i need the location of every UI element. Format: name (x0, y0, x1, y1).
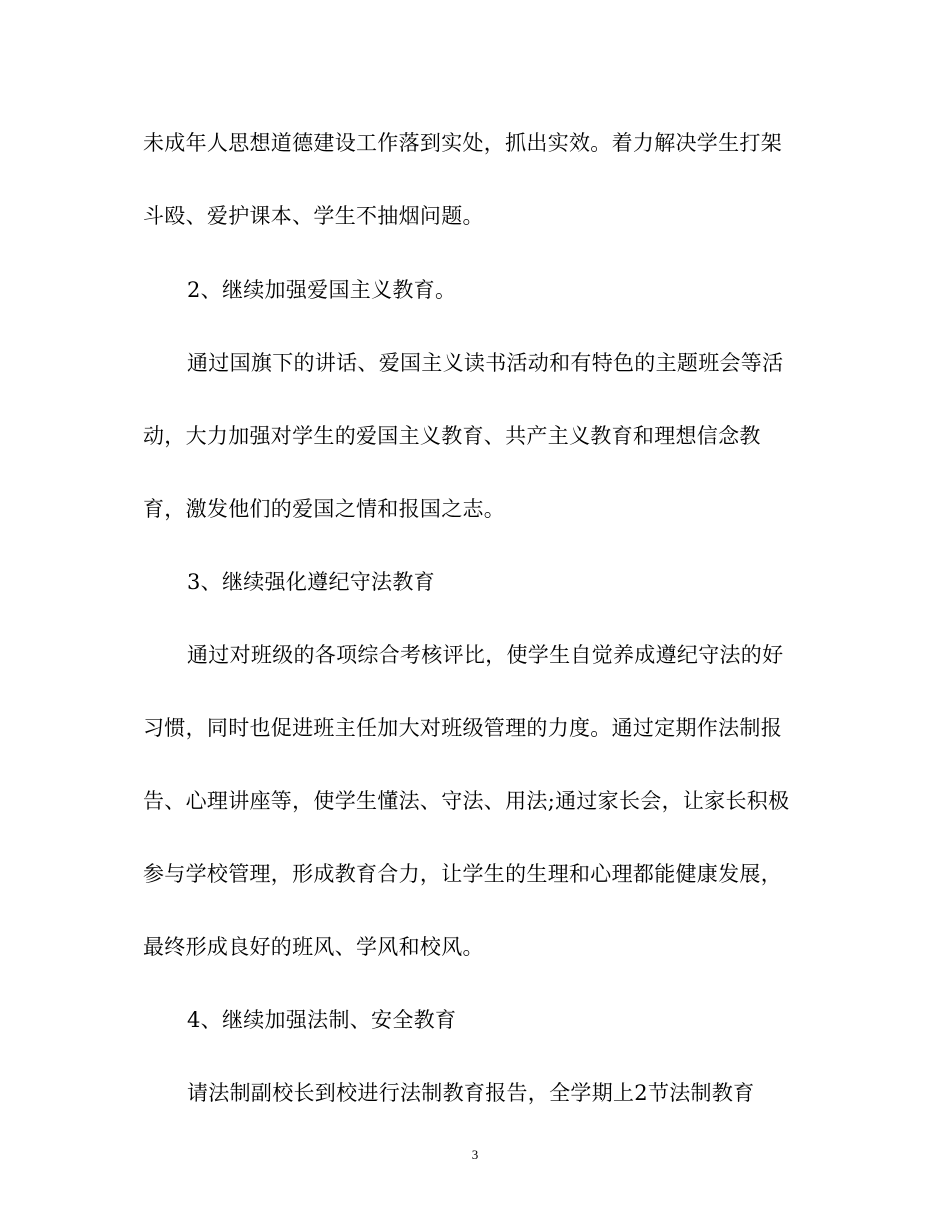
body-text-line: 习惯，同时也促进班主任加大对班级管理的力度。通过定期作法制报 (143, 716, 782, 740)
section-heading: 4、继续加强法制、安全教育 (187, 1008, 457, 1032)
paragraph-first-line: 请法制副校长到校进行法制教育报告，全学期上2节法制教育 (187, 1081, 755, 1105)
paragraph-first-line: 通过对班级的各项综合考核评比，使学生自觉养成遵纪守法的好 (187, 643, 784, 667)
paragraph-first-line: 通过国旗下的讲话、爱国主义读书活动和有特色的主题班会等活 (187, 351, 784, 375)
section-heading: 2、继续加强爱国主义教育。 (187, 278, 457, 302)
body-text-line: 最终形成良好的班风、学风和校风。 (143, 935, 484, 959)
body-text-line: 斗殴、爱护课本、学生不抽烟问题。 (143, 204, 484, 228)
body-text-line: 育，激发他们的爱国之情和报国之志。 (143, 497, 506, 521)
body-text-line: 告、心理讲座等，使学生懂法、守法、用法;通过家长会，让家长积极 (143, 789, 790, 813)
section-heading: 3、继续强化遵纪守法教育 (187, 570, 435, 594)
page-number: 3 (471, 1147, 479, 1162)
body-text-line: 未成年人思想道德建设工作落到实处，抓出实效。着力解决学生打架 (143, 131, 782, 155)
body-text-line: 动，大力加强对学生的爱国主义教育、共产主义教育和理想信念教 (143, 424, 761, 448)
body-text-line: 参与学校管理，形成教育合力，让学生的生理和心理都能健康发展， (143, 862, 782, 886)
